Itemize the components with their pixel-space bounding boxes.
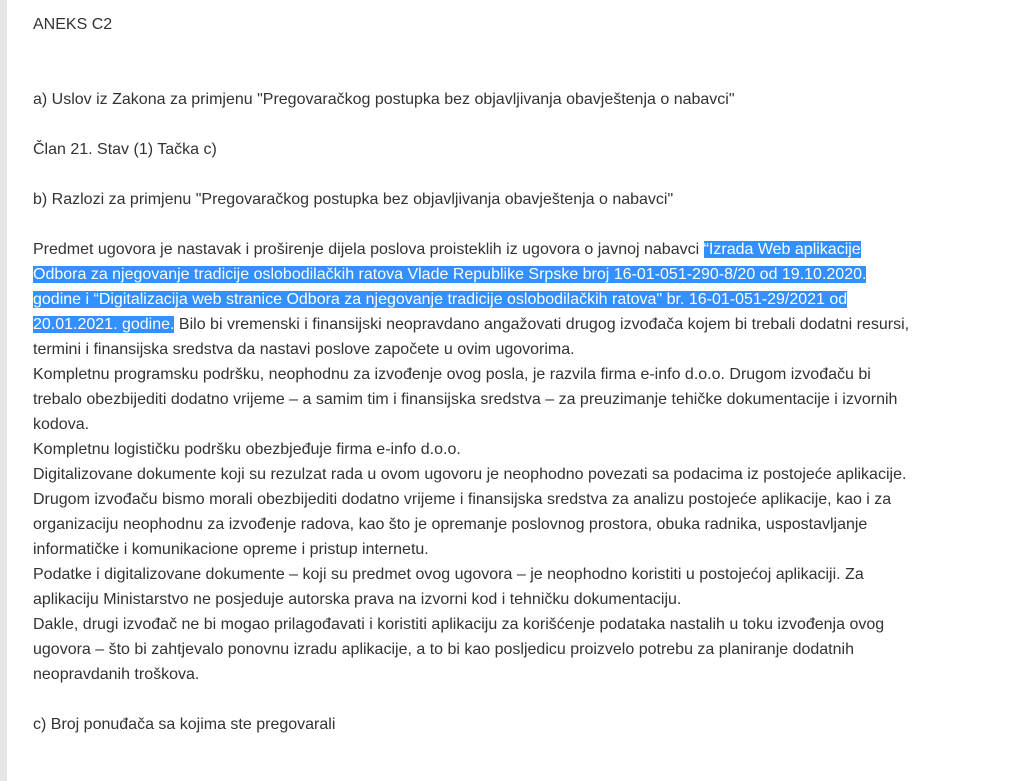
section-b-intro: Predmet ugovora je nastavak i proširenje dijela poslova proisteklih iz ugovora o javnoj nabavci <box>33 241 704 258</box>
section-b-continuation: Bilo bi vremenski i finansijski neopravdano angažovati drugog izvođača kojem bi trebali dodatni resursi, termini i finansijska sredstva da nastavi poslove započete u ovim ugovorima. <box>33 316 910 358</box>
annex-document <box>33 12 913 737</box>
section-b-paragraph: Digitalizovane dokumente koji su rezulzat rada u ovom ugovoru je neophodno povezati sa podacima iz postojeće aplikacije. Drugom izvođaču bismo morali obezbijediti dodatno vrijeme i finansijska sredstva za analizu postojeće aplikacije, kao i za organizaciju neophodnu za izvođenje radova, kao što je opremanje poslovnog prostora, obuka radnika, uspostavljanje informatičke i komunikacione opreme i pristup internetu. <box>33 466 907 558</box>
section-b-paragraph: Kompletnu programsku podršku, neophodnu za izvođenje ovog posla, je razvila firma e-info d.o.o. Drugom izvođaču bi trebalo obezbijediti dodatno vrijeme – a samim tim i finansijska sredstva – za preuzimanje tehičke dokumentacije i izvornih kodova. <box>33 366 898 433</box>
section-c-heading: c) Broj ponuđača sa kojima ste pregovarali <box>33 716 336 733</box>
section-a-value: Član 21. Stav (1) Tačka c) <box>33 141 217 158</box>
section-a-heading: a) Uslov iz Zakona za primjenu "Pregovaračkog postupka bez objavljivanja obavještenja o nabavci" <box>33 91 735 108</box>
left-border <box>0 0 7 781</box>
section-b-paragraph: Kompletnu logističku podršku obezbjeđuje firma e-info d.o.o. <box>33 441 461 458</box>
section-b-heading: b) Razlozi za primjenu "Pregovaračkog postupka bez objavljivanja obavještenja o nabavci" <box>33 191 674 208</box>
section-b-first-paragraph <box>33 237 913 362</box>
annex-title: ANEKS C2 <box>33 16 113 33</box>
highlighted-selection[interactable]: “Izrada Web aplikacije Odbora za njegovanje tradicije oslobodilačkih ratova Vlade Republike Srpske broj 16-01-051-290-8/20 od 19.10.2020. godine i “Digitalizacija web stranice Odbora za njegovanje tradicije oslobodilačkih ratova" br. 16-01-051-29/2021 od 20.01.2021. godine. <box>33 241 867 333</box>
section-b-paragraph: Dakle, drugi izvođač ne bi mogao prilagođavati i koristiti aplikaciju za korišćenje podataka nastalih u toku izvođenja ovog ugovora – što bi zahtjevalo ponovnu izradu aplikacije, a to bi kao posljedicu proizvelo potrebu za planiranje dodatnih neopravdanih troškova. <box>33 616 885 683</box>
section-b-paragraph: Podatke i digitalizovane dokumente – koji su predmet ovog ugovora – je neophodno koristiti u postojećoj aplikaciji. Za aplikaciju Ministarstvo ne posjeduje autorska prava na izvorni kod i tehničku dokumentaciju. <box>33 566 864 608</box>
